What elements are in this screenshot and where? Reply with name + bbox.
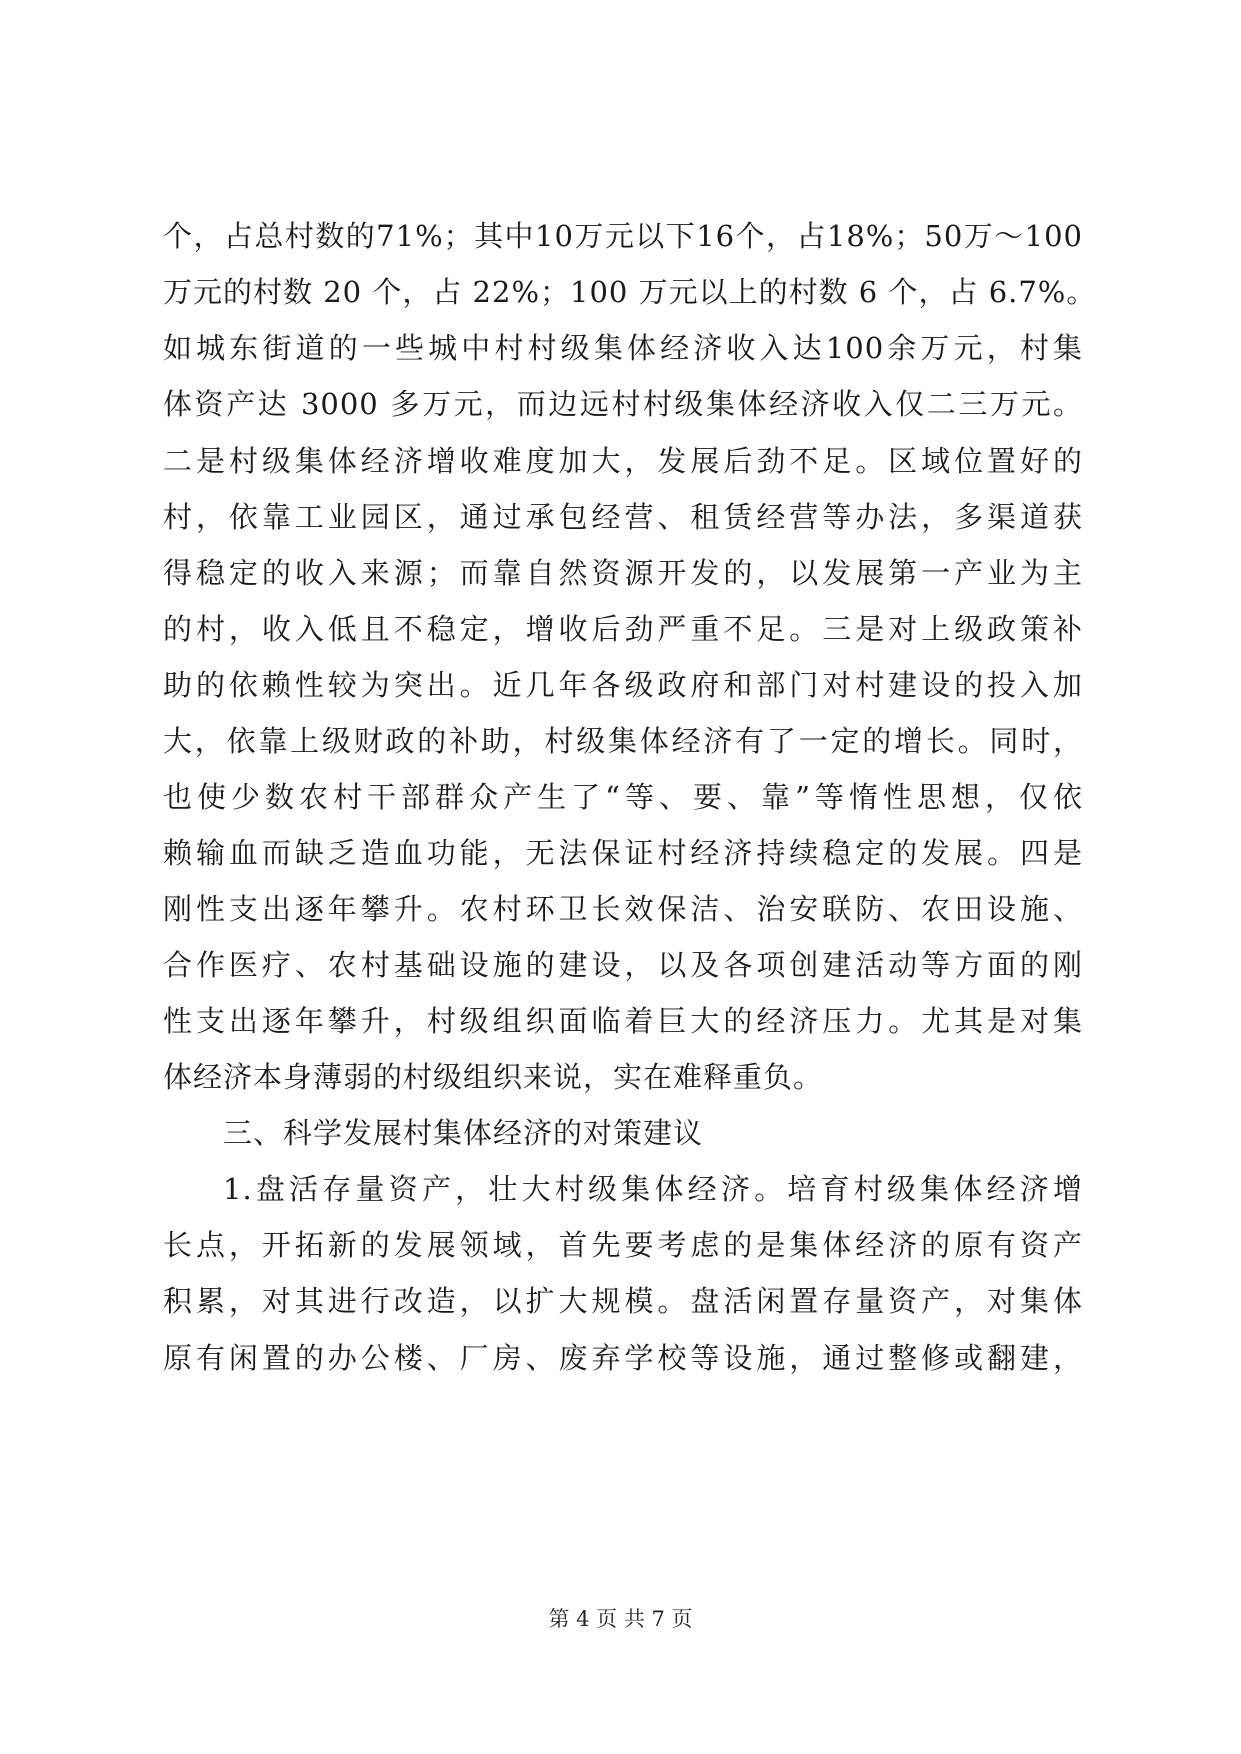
text-line: 如城东街道的一些城中村村级集体经济收入达100余万元，村集 bbox=[163, 331, 1083, 365]
section-heading: 三、科学发展村集体经济的对策建议 bbox=[223, 1116, 704, 1150]
text-line: 长点，开拓新的发展领域，首先要考虑的是集体经济的原有资产 bbox=[163, 1228, 1083, 1262]
text-line: 村，依靠工业园区，通过承包经营、租赁经营等办法，多渠道获 bbox=[163, 500, 1083, 534]
text-line: 性支出逐年攀升，村级组织面临着巨大的经济压力。尤其是对集 bbox=[163, 1004, 1083, 1038]
text-line: 的村，收入低且不稳定，增收后劲严重不足。三是对上级政策补 bbox=[163, 612, 1083, 646]
text-line: 个，占总村数的71%；其中10万元以下16个，占18%；50万～100 bbox=[163, 219, 1083, 253]
text-line: 刚性支出逐年攀升。农村环卫长效保洁、治安联防、农田设施、 bbox=[163, 892, 1083, 926]
text-line: 赖输血而缺乏造血功能，无法保证村经济持续稳定的发展。四是 bbox=[163, 836, 1083, 870]
text-line: 体经济本身薄弱的村级组织来说，实在难释重负。 bbox=[163, 1060, 824, 1094]
text-line: 合作医疗、农村基础设施的建设，以及各项创建活动等方面的刚 bbox=[163, 948, 1083, 982]
text-line: 积累，对其进行改造，以扩大规模。盘活闲置存量资产，对集体 bbox=[163, 1284, 1083, 1318]
text-line: 体资产达 3000 多万元，而边远村村级集体经济收入仅二三万元。 bbox=[163, 387, 1083, 421]
page-number-footer: 第 4 页 共 7 页 bbox=[548, 1607, 693, 1631]
text-line: 大，依靠上级财政的补助，村级集体经济有了一定的增长。同时， bbox=[163, 724, 1083, 758]
text-line: 得稳定的收入来源；而靠自然资源开发的，以发展第一产业为主 bbox=[163, 556, 1083, 590]
text-line: 1.盘活存量资产，壮大村级集体经济。培育村级集体经济增 bbox=[223, 1172, 1083, 1206]
text-line: 助的依赖性较为突出。近几年各级政府和部门对村建设的投入加 bbox=[163, 668, 1083, 702]
text-line: 万元的村数 20 个，占 22%；100 万元以上的村数 6 个，占 6.7%。 bbox=[163, 275, 1097, 309]
text-line: 二是村级集体经济增收难度加大，发展后劲不足。区域位置好的 bbox=[163, 444, 1083, 478]
text-line: 原有闲置的办公楼、厂房、废弃学校等设施，通过整修或翻建， bbox=[163, 1341, 1083, 1375]
text-line: 也使少数农村干部群众产生了“等、要、靠”等惰性思想，仅依 bbox=[163, 780, 1083, 814]
